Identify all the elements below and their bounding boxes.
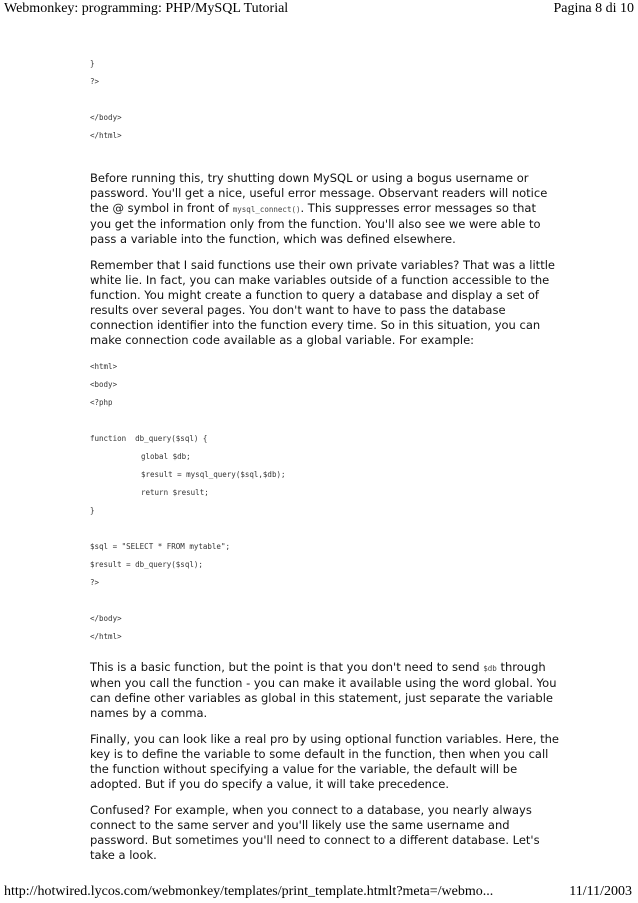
- source-url: http://hotwired.lycos.com/webmonkey/templates/print_template.htmlt?meta=/webmo...: [4, 884, 494, 899]
- paragraph: Finally, you can look like a real pro by using optional function variables. Here, the key is to define the variable to some default in the function, then when you call the function without specifying a value for the variable, the default will be adopted. But if you do specify a value, it will take precedence.: [90, 732, 560, 791]
- article-content: [90, 55, 560, 863]
- code-line: }: [90, 506, 95, 515]
- code-line: global $db;: [141, 452, 191, 461]
- code-line: $result = mysql_query($sql,$db);: [141, 470, 286, 479]
- paragraph: This is a basic function, but the point is that you don't need to send $db through when you call the function - you can make it available using the word global. You can define other variables as global in this statement, just separate the variable names by a comma.: [90, 660, 557, 720]
- code-line: </html>: [90, 131, 122, 140]
- paragraph: Confused? For example, when you connect to a database, you nearly always connect to the same server and you'll likely use the same username and password. But sometimes you'll need to connect to a different database. Let's take a look.: [90, 803, 540, 862]
- code-line: return $result;: [141, 488, 209, 497]
- code-line: <body>: [90, 380, 118, 389]
- code-line: </html>: [90, 632, 122, 641]
- code-line: </body>: [90, 614, 122, 623]
- code-line: $sql = "SELECT * FROM mytable";: [90, 542, 230, 551]
- inline-code: mysql_connect(): [232, 205, 301, 214]
- code-line: <?php: [90, 398, 113, 407]
- page-footer: [0, 884, 638, 902]
- code-line: <html>: [90, 362, 118, 371]
- code-line: $result = db_query($sql);: [90, 560, 203, 569]
- code-line: }: [90, 59, 95, 68]
- code-line: ?>: [90, 578, 100, 587]
- paragraph: Remember that I said functions use their own private variables? That was a little white lie. In fact, you can make variables outside of a function accessible to the function. You might create a function to query a database and display a set of results over several pages. You don't want to have to pass the database connection identifier into the function every time. So in this situation, you can make connection code available as a global variable. For example:: [90, 258, 555, 347]
- document-title: Webmonkey: programming: PHP/MySQL Tutorial: [4, 1, 289, 16]
- code-line: ?>: [90, 77, 100, 86]
- code-line: </body>: [90, 113, 122, 122]
- page-number: Pagina 8 di 10: [553, 1, 634, 16]
- inline-code: $db: [483, 664, 497, 673]
- paragraph: Before running this, try shutting down MySQL or using a bogus username or password. You'll get a nice, useful error message. Observant readers will notice the @ symbol in front of mysql_connect(). This suppresses error messages so that you get the information only from the function. You'll also see we were able to pass a variable into the function, which was defined elsewhere.: [90, 171, 548, 246]
- print-date: 11/11/2003: [569, 884, 632, 899]
- page-header: [0, 0, 638, 20]
- code-line: function db_query($sql) {: [90, 434, 208, 443]
